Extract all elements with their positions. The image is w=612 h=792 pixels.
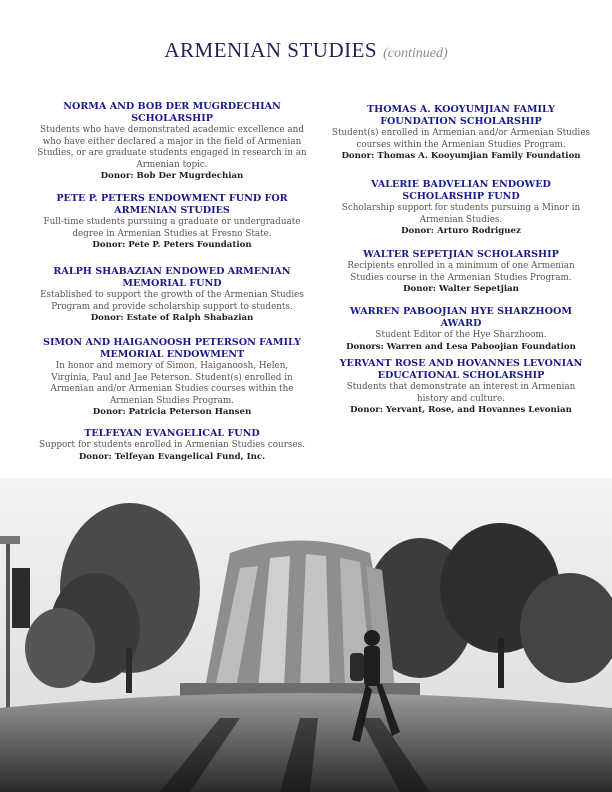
campus-monument-photo — [0, 478, 612, 792]
scholarship-donor: Donor: Bob Der Mugrdechian — [100, 171, 244, 181]
page-title-text: ARMENIAN STUDIES — [164, 38, 378, 62]
scholarship-entry — [330, 249, 592, 296]
scholarship-donor: Donor: Estate of Ralph Shabazian — [90, 313, 254, 323]
scholarship-donor: Donor: Arturo Rodriguez — [401, 226, 521, 236]
scholarship-donor: Donor: Yervant, Rose, and Hovannes Levonian — [350, 405, 572, 415]
continued-label: (continued) — [383, 46, 448, 61]
scholarship-entry — [330, 179, 592, 238]
scholarship-donor: Donor: Pete P. Peters Foundation — [92, 240, 252, 250]
scholarship-name: TELFEYAN EVANGELICAL FUND — [84, 428, 260, 439]
scholarship-entry — [36, 428, 308, 463]
scholarship-description: In honor and memory of Simon, Haiganoosh, Helen, Virginia, Paul and Jae Peterson. Student(s) enrolled in Armenian and/or Armenian Studies courses within the Armenian Studies Program. — [50, 361, 294, 406]
scholarship-name: YERVANT ROSE AND HOVANNES LEVONIAN EDUCATIONAL SCHOLARSHIP — [339, 358, 583, 381]
scholarship-donor: Donor: Walter Sepetjian — [403, 284, 519, 294]
scholarship-description: Full-time students pursuing a graduate or undergraduate degree in Armenian Studies at Fresno State. — [43, 217, 301, 239]
scholarship-description: Recipients enrolled in a minimum of one Armenian Studies course in the Armenian Studies Program. — [347, 261, 575, 283]
scholarship-description: Students who have demonstrated academic excellence and who have either declared a major in the field of Armenian Studies, or are graduate students engaged in research in an Armenian topic. — [37, 125, 307, 170]
scholarship-donor: Donor: Telfeyan Evangelical Fund, Inc. — [78, 451, 266, 462]
scholarship-entry — [36, 337, 308, 419]
scholarship-donor: Donor: Patricia Peterson Hansen — [92, 407, 252, 417]
scholarship-donor: Donors: Warren and Lesa Paboojian Foundation — [346, 341, 576, 352]
page-title — [0, 38, 612, 63]
scholarship-description: Support for students enrolled in Armenian Studies courses. — [39, 440, 305, 450]
scholarship-name: RALPH SHABAZIAN ENDOWED ARMENIAN MEMORIAL FUND — [53, 266, 291, 289]
scholarship-description: Students that demonstrate an interest in Armenian history and culture. — [346, 382, 576, 404]
scholarship-entry — [36, 266, 308, 325]
scholarship-name: WALTER SEPETJIAN SCHOLARSHIP — [363, 249, 559, 260]
scholarship-name: NORMA AND BOB DER MUGRDECHIAN SCHOLARSHIP — [63, 101, 281, 124]
scholarship-entry — [330, 358, 592, 417]
scholarship-description: Established to support the growth of the Armenian Studies Program and provide scholarship support to students. — [40, 290, 304, 312]
scholarship-name: WARREN PABOOJIAN HYE SHARZHOOM AWARD — [350, 306, 572, 329]
scholarship-entry — [36, 101, 308, 183]
scholarship-description: Scholarship support for students pursuing a Minor in Armenian Studies. — [341, 203, 581, 225]
scholarship-description: Student Editor of the Hye Sharzhoom. — [375, 330, 547, 340]
scholarship-name: PETE P. PETERS ENDOWMENT FUND FOR ARMENIAN STUDIES — [56, 193, 288, 216]
scholarship-entry — [36, 193, 308, 252]
scholarship-donor: Donor: Thomas A. Kooyumjian Family Foundation — [341, 151, 581, 161]
scholarship-name: THOMAS A. KOOYUMJIAN FAMILY FOUNDATION SCHOLARSHIP — [366, 104, 555, 127]
scholarship-name: SIMON AND HAIGANOOSH PETERSON FAMILY MEMORIAL ENDOWMENT — [43, 337, 301, 360]
scholarship-entry — [330, 306, 592, 353]
photo-illustration — [0, 478, 612, 792]
scholarship-entry — [330, 104, 592, 163]
scholarship-name: VALERIE BADVELIAN ENDOWED SCHOLARSHIP FUND — [371, 179, 551, 202]
scholarship-description: Student(s) enrolled in Armenian and/or Armenian Studies courses within the Armenian Studies Program. — [331, 128, 591, 150]
